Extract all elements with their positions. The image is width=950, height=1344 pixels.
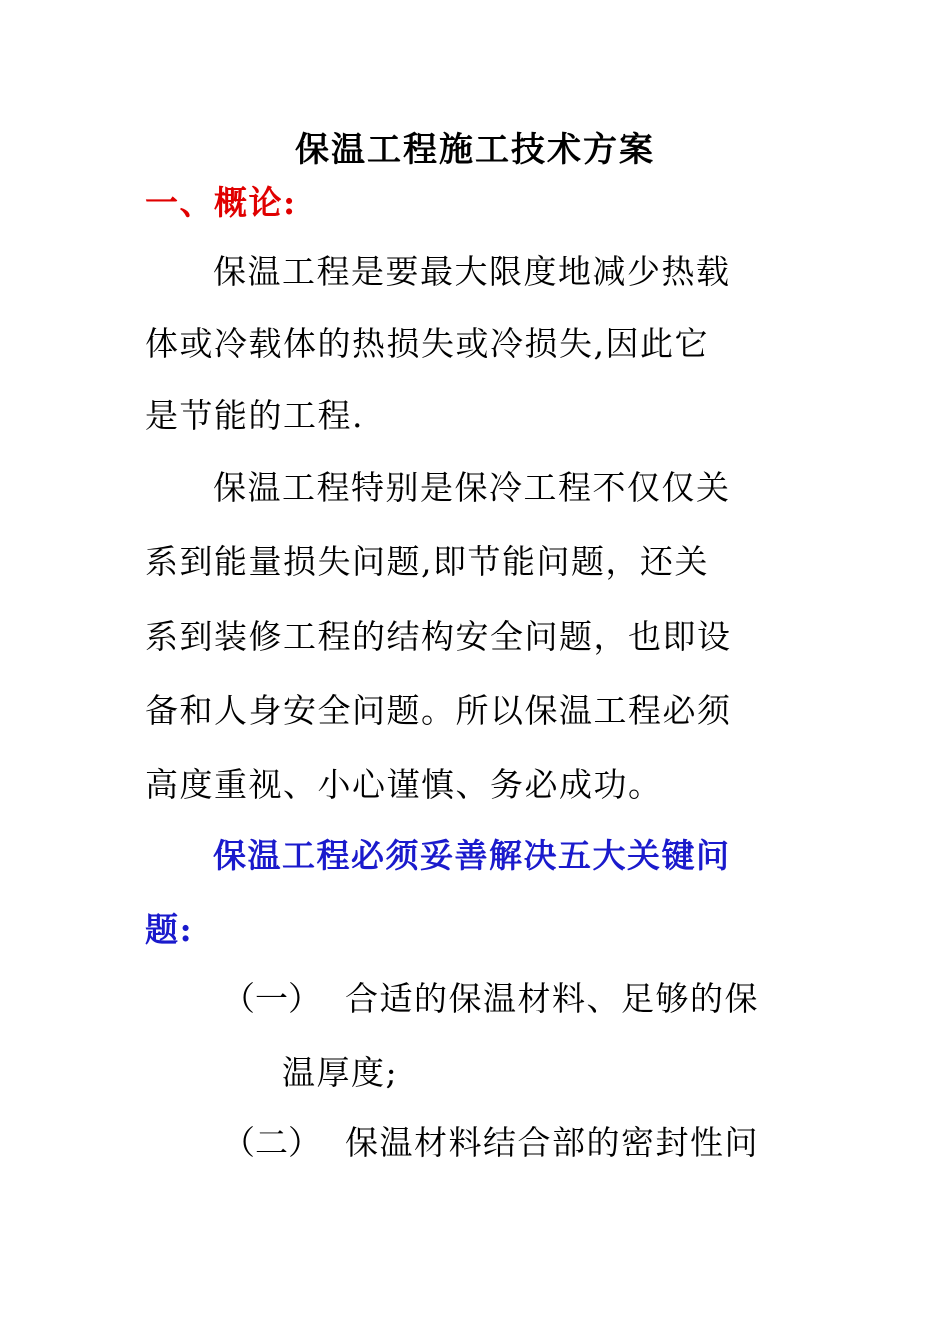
paragraph-line: 体或冷载体的热损失或冷损失,因此它: [145, 324, 709, 363]
paragraph-line: 保温工程是要最大限度地减少热载: [213, 252, 731, 291]
list-item-text: 保温材料结合部的密封性问: [345, 1123, 759, 1162]
list-item-text: 合适的保温材料、足够的保: [345, 979, 759, 1018]
paragraph-line: 是节能的工程.: [145, 396, 364, 435]
paragraph-line: 保温工程特别是保冷工程不仅仅关: [213, 468, 731, 507]
list-item-number: （二）: [222, 1123, 321, 1162]
paragraph-line: 系到能量损失问题,即节能问题，还关: [145, 542, 709, 581]
paragraph-line: 高度重视、小心谨慎、务必成功。: [145, 765, 663, 804]
list-item-text: 温厚度;: [282, 1053, 399, 1092]
key-issues-heading-cont: 题:: [145, 910, 194, 949]
list-item-number: （一）: [222, 979, 321, 1018]
key-issues-heading: 保温工程必须妥善解决五大关键问: [213, 836, 731, 875]
document-title: 保温工程施工技术方案: [295, 130, 655, 170]
paragraph-line: 系到装修工程的结构安全问题，也即设: [145, 617, 732, 656]
paragraph-line: 备和人身安全问题。所以保温工程必须: [145, 691, 732, 730]
section-heading-overview: 一、概论:: [145, 183, 297, 222]
